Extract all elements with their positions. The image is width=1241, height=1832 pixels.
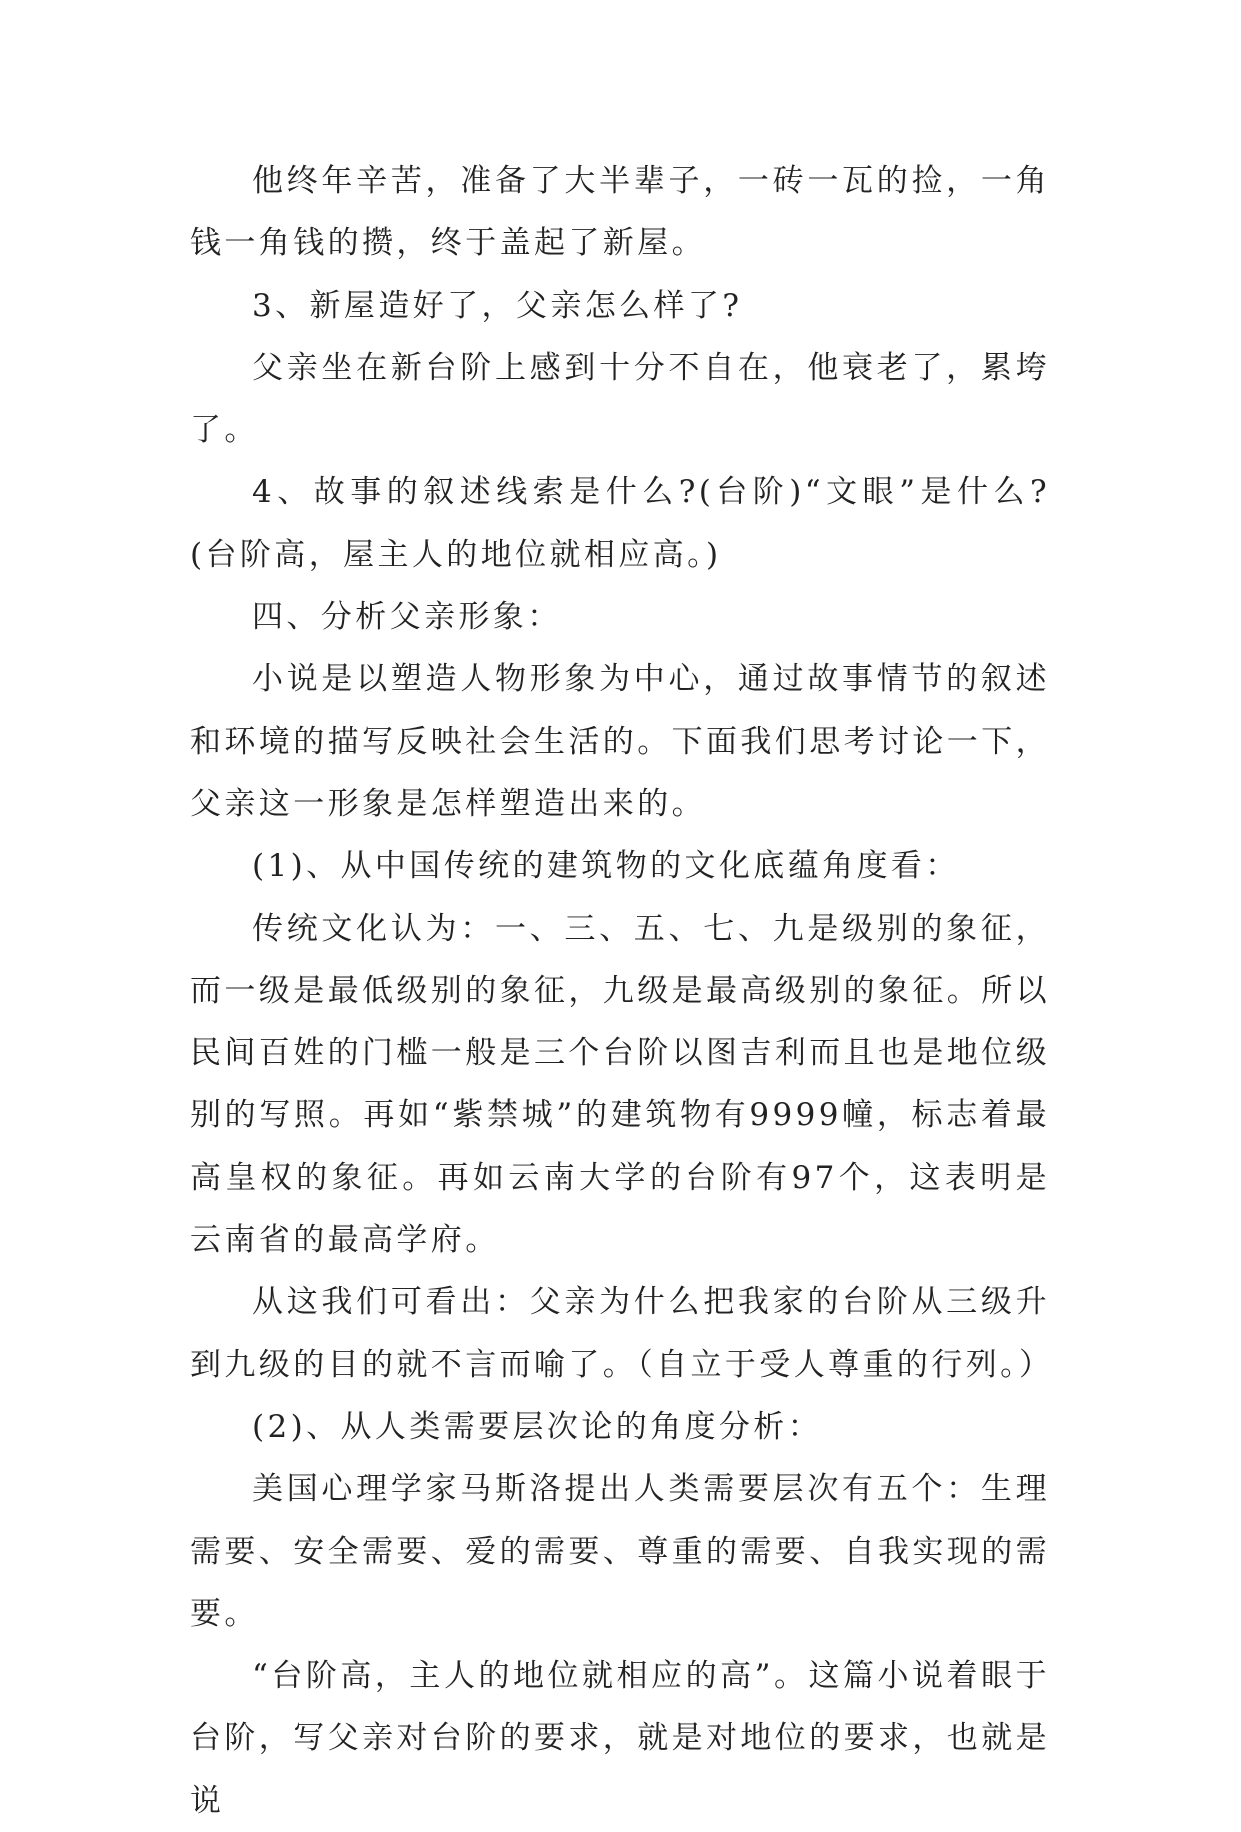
section-heading-4: 四、分析父亲形象： — [252, 599, 562, 636]
question-3: 3、新屋造好了，父亲怎么样了? — [252, 287, 743, 324]
question-4: 4、故事的叙述线索是什么?(台阶)“文眼”是什么?(台阶高，屋主人的地位就相应高。) — [190, 474, 1050, 573]
subheading-2: (2)、从人类需要层次论的角度分析： — [252, 1408, 823, 1445]
paragraph-1: 他终年辛苦，准备了大半辈子，一砖一瓦的捡，一角钱一角钱的攒，终于盖起了新屋。 — [190, 163, 1050, 262]
paragraph-culture: 传统文化认为：一、三、五、七、九是级别的象征，而一级是最低级别的象征，九级是最高级别的象征。所以民间百姓的门槛一般是三个台阶以图吉利而且也是地位级别的写照。再如“紫禁城”的建筑物有9999幢，标志着最高皇权的象征。再如云南大学的台阶有97个，这表明是云南省的最高学府。 — [190, 910, 1050, 1259]
answer-3: 父亲坐在新台阶上感到十分不自在，他衰老了，累垮了。 — [190, 349, 1050, 449]
paragraph-intro: 小说是以塑造人物形象为中心，通过故事情节的叙述和环境的描写反映社会生活的。下面我们思考讨论一下，父亲这一形象是怎样塑造出来的。 — [190, 661, 1050, 822]
paragraph-final: “台阶高，主人的地位就相应的高”。这篇小说着眼于台阶，写父亲对台阶的要求，就是对地位的要求，也就是说 — [190, 1658, 1050, 1819]
paragraph-conclusion: 从这我们可看出：父亲为什么把我家的台阶从三级升到九级的目的就不言而喻了。（自立于受人尊重的行列。） — [190, 1284, 1054, 1383]
subheading-1: (1)、从中国传统的建筑物的文化底蕴角度看： — [252, 848, 960, 885]
body-text — [190, 150, 1054, 1832]
paragraph-maslow: 美国心理学家马斯洛提出人类需要层次有五个：生理需要、安全需要、爱的需要、尊重的需要、自我实现的需要。 — [190, 1471, 1050, 1632]
